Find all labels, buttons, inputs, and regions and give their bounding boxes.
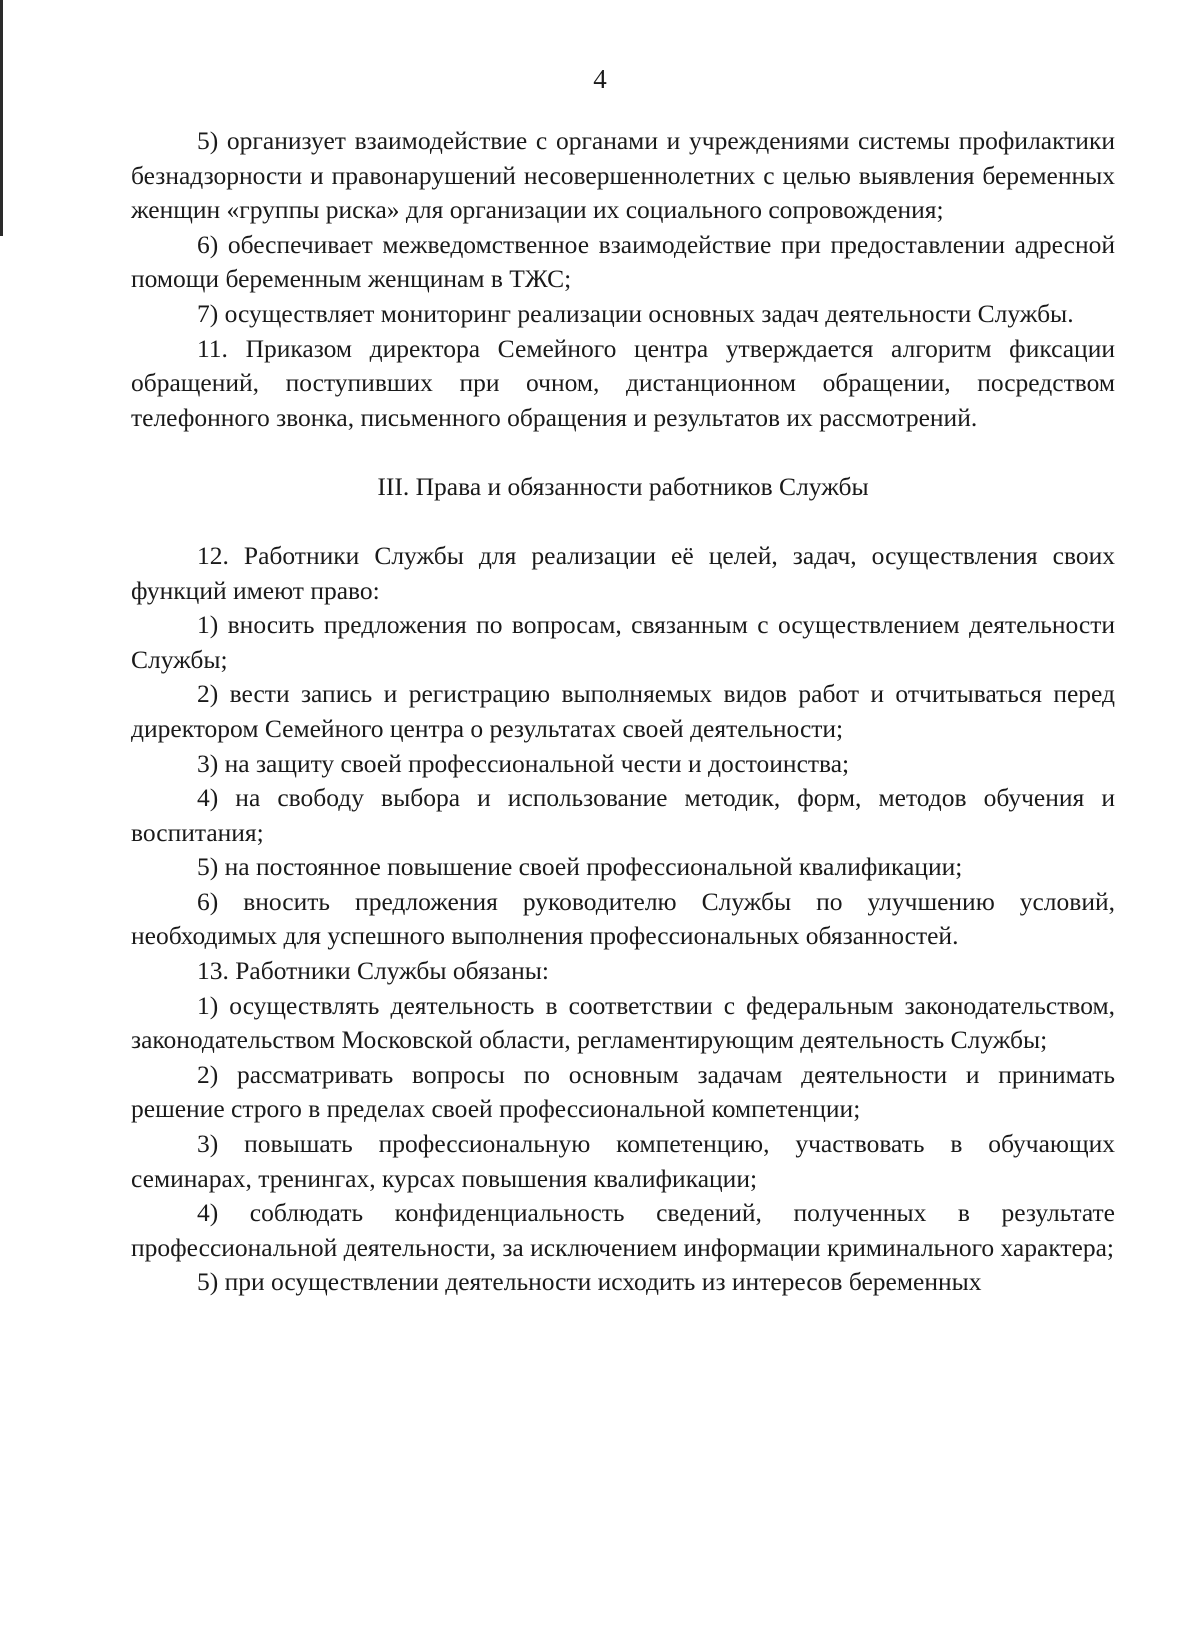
paragraph-right-4: 4) на свободу выбора и использование методик, форм, методов обучения и воспитания; [131, 783, 1115, 847]
section-heading: III. Права и обязанности работников Службы [377, 472, 869, 502]
paragraph-item-7-monitoring: 7) осуществляет мониторинг реализации основных задач деятельности Службы. [197, 298, 1074, 328]
document-body [131, 124, 1115, 1300]
paragraph-item-5-interaction: 5) организует взаимодействие с органами и учреждениями системы профилактики безнадзорности и правонарушений несовершеннолетних с целью выявления беременных женщин «группы риска» для организации их социального сопровождения; [131, 126, 1115, 225]
paragraph-duty-1: 1) осуществлять деятельность в соответствии с федеральным законодательством, законодательством Московской области, регламентирующим деятельность Службы; [131, 990, 1115, 1055]
paragraph-duty-4: 4) соблюдать конфиденциальность сведений, полученных в результате профессиональной деятельности, за исключением информации криминального характера; [131, 1198, 1115, 1262]
paragraph-right-2: 2) вести запись и регистрацию выполняемых видов работ и отчитываться перед директором Семейного центра о результатах своей деятельности; [131, 679, 1115, 743]
paragraph-duty-5: 5) при осуществлении деятельности исходить из интересов беременных [197, 1267, 982, 1297]
scan-edge-line [0, 0, 3, 236]
paragraph-right-5: 5) на постоянное повышение своей профессиональной квалификации; [197, 852, 963, 882]
paragraph-right-6: 6) вносить предложения руководителю Службы по улучшению условий, необходимых для успешного выполнения профессиональных обязанностей. [131, 886, 1115, 951]
paragraph-clause-12: 12. Работники Службы для реализации её целей, задач, осуществления своих функций имеют право: [131, 540, 1115, 605]
paragraph-clause-13: 13. Работники Службы обязаны: [197, 956, 549, 986]
paragraph-duty-3: 3) повышать профессиональную компетенцию, участвовать в обучающих семинарах, тренингах, курсах повышения квалификации; [131, 1129, 1115, 1193]
paragraph-clause-11: 11. Приказом директора Семейного центра утверждается алгоритм фиксации обращений, поступивших при очном, дистанционном обращении, посредством телефонного звонка, письменного обращения и результатов их рассмотрений. [131, 333, 1115, 432]
paragraph-right-3: 3) на защиту своей профессиональной чести и достоинства; [197, 748, 850, 778]
page-number: 4 [593, 64, 607, 94]
paragraph-item-6-interdepartmental: 6) обеспечивает межведомственное взаимодействие при предоставлении адресной помощи беременным женщинам в ТЖС; [131, 229, 1115, 294]
paragraph-right-1: 1) вносить предложения по вопросам, связанным с осуществлением деятельности Службы; [131, 610, 1115, 674]
paragraph-duty-2: 2) рассматривать вопросы по основным задачам деятельности и принимать решение строго в пределах своей профессиональной компетенции; [131, 1059, 1115, 1124]
